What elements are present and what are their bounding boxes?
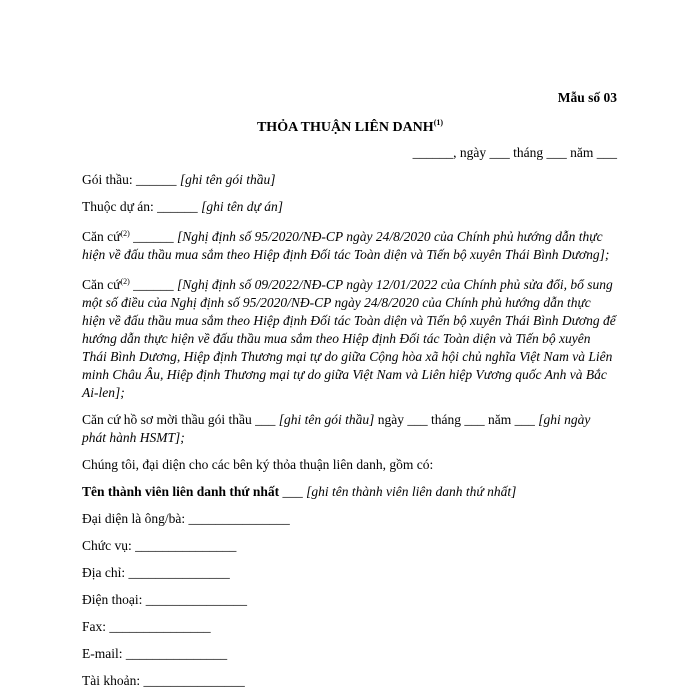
hsmt-basis <box>82 411 617 447</box>
basis-label: Căn cứ <box>82 229 121 244</box>
package-hint: [ghi tên gói thầu] <box>179 172 276 187</box>
member-blank: ___ <box>279 484 307 499</box>
account-field: Tài khoản: _______________ <box>82 673 245 688</box>
basis-footnote-marker: (2) <box>120 277 130 286</box>
package-field <box>82 171 617 189</box>
legal-basis-1 <box>82 225 617 264</box>
title-footnote-marker: (1) <box>433 118 444 127</box>
basis-footnote-marker: (2) <box>120 229 130 238</box>
project-hint: [ghi tên dự án] <box>201 199 284 214</box>
basis-text: [Nghị định số 09/2022/NĐ-CP ngày 12/01/2022 của Chính phủ sửa đổi, bổ sung một số điều của Nghị định số 95/2020/NĐ-CP ngày 24/8/2020 của Chính phủ hướng dẫn thực hiện về đấu thầu mua sắm theo Hiệp định Đối tác Toàn diện và Tiến bộ xuyên Thái Bình Dương để hướng dẫn thực hiện về đấu thầu mua sắm theo Hiệp định Đối tác Toàn diện và Tiến bộ xuyên Thái Bình Dương, Hiệp định Thương mại tự do giữa Cộng hòa xã hội chủ nghĩa Việt Nam và Liên minh Châu Âu, Hiệp định Thương mại tự do giữa Việt Nam và Liên hiệp Vương quốc Anh và Bắc Ai-len]; <box>82 277 616 400</box>
email-field: E-mail: _______________ <box>82 646 228 661</box>
basis-blank: ______ <box>129 277 178 292</box>
member-hint: [ghi tên thành viên liên danh thứ nhất] <box>306 484 517 499</box>
phone-field: Điện thoại: _______________ <box>82 592 247 607</box>
hsmt-date-hint: [ghi ngày phát hành HSMT]; <box>82 412 591 445</box>
representative-field: Đại diện là ông/bà: _______________ <box>82 511 290 526</box>
address-field: Địa chỉ: _______________ <box>82 565 230 580</box>
basis-blank: ______ <box>129 229 178 244</box>
fax-field: Fax: _______________ <box>82 619 211 634</box>
legal-basis-2 <box>82 273 617 402</box>
basis-text: [Nghị định số 95/2020/NĐ-CP ngày 24/8/2020 của Chính phủ hướng dẫn thực hiện về đấu thầu mua sắm theo Hiệp định Đối tác Toàn diện và Tiến bộ xuyên Thái Bình Dương]; <box>82 229 610 262</box>
title-text: THỎA THUẬN LIÊN DANH <box>256 120 434 135</box>
package-label: Gói thầu: ______ <box>82 172 180 187</box>
member-heading <box>82 483 617 501</box>
document-title <box>0 118 700 136</box>
hsmt-package-hint: [ghi tên gói thầu] <box>278 412 375 427</box>
date-line: ______, ngày ___ tháng ___ năm ___ <box>412 145 617 160</box>
hsmt-date-blanks: ngày ___ tháng ___ năm ___ <box>374 412 539 427</box>
form-number: Mẫu số 03 <box>557 90 617 105</box>
hsmt-prefix: Căn cứ hồ sơ mời thầu gói thầu ___ <box>82 412 279 427</box>
project-label: Thuộc dự án: ______ <box>82 199 202 214</box>
position-field: Chức vụ: _______________ <box>82 538 237 553</box>
project-field <box>82 198 617 216</box>
document-body <box>82 171 617 699</box>
intro-sentence: Chúng tôi, đại diện cho các bên ký thỏa thuận liên danh, gồm có: <box>82 457 434 472</box>
member-label: Tên thành viên liên danh thứ nhất <box>82 484 280 499</box>
basis-label: Căn cứ <box>82 277 121 292</box>
